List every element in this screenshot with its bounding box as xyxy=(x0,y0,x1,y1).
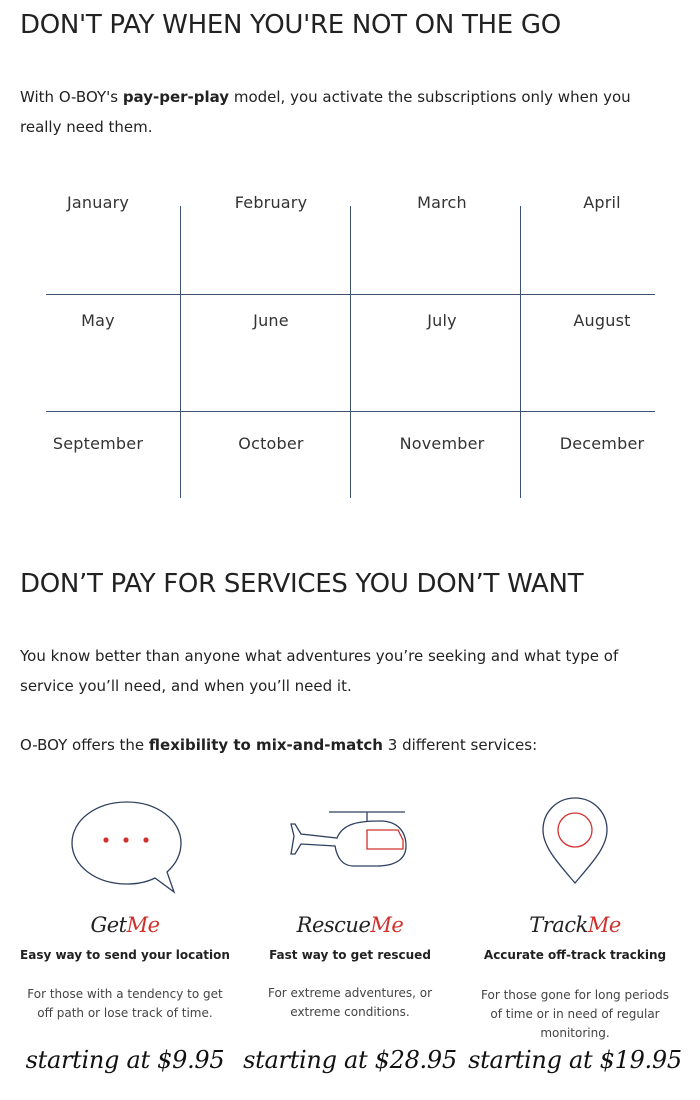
service-tagline-getme: Easy way to send your location xyxy=(20,948,230,962)
service-tagline-trackme: Accurate off-track tracking xyxy=(483,948,667,962)
grid-column-divider xyxy=(520,206,521,498)
service-name-trackme: TrackMe xyxy=(529,913,621,937)
service-price-getme: starting at $9.95 xyxy=(25,1046,225,1074)
month-june: June xyxy=(253,311,289,330)
month-september: September xyxy=(52,434,144,453)
service-description-getme: For those with a tendency to get off path or lose track of time. xyxy=(27,987,223,1020)
pay-per-play-intro: With O-BOY's pay-per-play model, you activate the subscriptions only when you really need them. xyxy=(20,88,631,136)
service-price-rescueme: starting at $28.95 xyxy=(243,1046,457,1074)
mix-and-match-highlight: flexibility to mix-and-match xyxy=(148,736,383,754)
service-description-trackme: For those gone for long periods of time or in need of regular monitoring. xyxy=(481,988,669,1040)
month-may: May xyxy=(81,311,115,330)
helicopter-icon xyxy=(285,806,415,872)
month-january: January xyxy=(66,193,130,212)
location-pin-icon xyxy=(540,795,610,887)
month-february: February xyxy=(234,193,308,212)
month-november: November xyxy=(399,434,485,453)
month-october: October xyxy=(238,434,304,453)
service-description-rescueme: For extreme adventures, or extreme conditions. xyxy=(267,986,433,1019)
grid-column-divider xyxy=(180,206,181,498)
month-december: December xyxy=(559,434,645,453)
service-tagline-rescueme: Fast way to get rescued xyxy=(269,948,431,962)
section-heading-services: DON’T PAY FOR SERVICES YOU DON’T WANT xyxy=(20,569,584,599)
section-heading-on-the-go: DON'T PAY WHEN YOU'RE NOT ON THE GO xyxy=(20,10,561,40)
month-august: August xyxy=(573,311,631,330)
grid-column-divider xyxy=(350,206,351,498)
month-april: April xyxy=(583,193,621,212)
month-july: July xyxy=(427,311,457,330)
service-price-trackme: starting at $19.95 xyxy=(468,1046,682,1074)
speech-bubble-icon xyxy=(70,800,185,895)
pay-per-play-highlight: pay-per-play xyxy=(122,88,230,106)
adventure-paragraph: You know better than anyone what adventures you’re seeking and what type of service you’ll need, and when you’ll need it. xyxy=(20,647,619,695)
service-name-rescueme: RescueMe xyxy=(296,913,404,937)
month-march: March xyxy=(417,193,467,212)
service-name-getme: GetMe xyxy=(90,913,160,937)
mix-and-match-paragraph: O-BOY offers the flexibility to mix-and-match 3 different services: xyxy=(20,736,538,754)
